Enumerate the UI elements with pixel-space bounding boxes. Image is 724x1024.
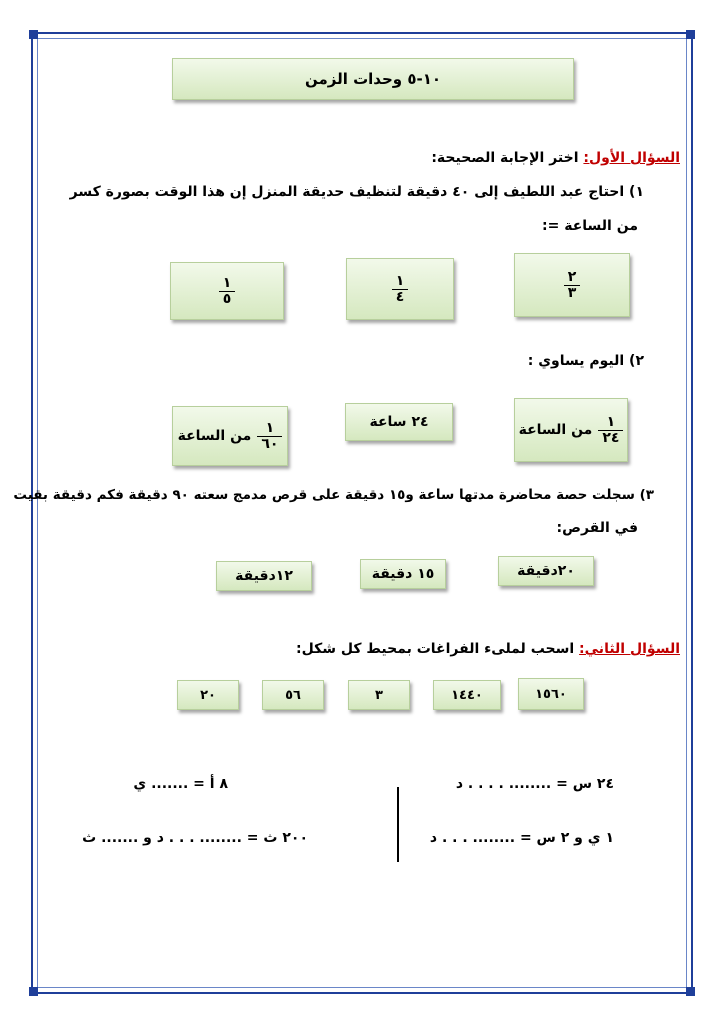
section1-instruction: اختر الإجابة الصحيحة: — [431, 150, 579, 166]
drag-chip-1[interactable]: ١٥٦٠ — [518, 678, 584, 710]
page-title: ١٠-٥ وحدات الزمن — [172, 58, 574, 100]
drag-chip-2[interactable]: ١٤٤٠ — [433, 680, 501, 710]
q2-option-3[interactable] — [172, 406, 288, 466]
q2-option-2[interactable]: ٢٤ ساعة — [345, 403, 453, 441]
denominator: ٥ — [219, 291, 236, 307]
fraction — [564, 270, 581, 300]
fraction — [598, 415, 623, 445]
denominator: ٦٠ — [257, 436, 282, 452]
column-divider — [397, 787, 399, 862]
section1-label: السؤال الأول: — [583, 150, 680, 166]
blank-left-1[interactable]: ٨ أ = ....... ي — [133, 776, 228, 792]
q3-text-line2: في القرص: — [556, 520, 638, 536]
fraction — [219, 276, 236, 306]
blank-left-2[interactable]: ٢٠٠ ث = ........ . . . د و ....... ث — [82, 830, 308, 846]
q1-option-3[interactable] — [170, 262, 284, 320]
numerator: ١ — [606, 413, 616, 430]
section2-label: السؤال الثاني: — [579, 641, 680, 657]
q3-option-3[interactable]: ١٢دقيقة — [216, 561, 312, 591]
q1-text-line2: من الساعة =: — [542, 218, 638, 234]
corner-ornament — [686, 987, 695, 996]
blank-right-1[interactable]: ٢٤ س = ........ . . . . د — [455, 776, 614, 792]
section1-heading — [431, 150, 680, 166]
corner-ornament — [686, 30, 695, 39]
denominator: ٢٤ — [598, 430, 623, 446]
blank-right-2[interactable]: ١ ي و ٢ س = ........ . . . د — [429, 830, 614, 846]
numerator: ١ — [395, 272, 405, 289]
denominator: ٣ — [564, 285, 581, 301]
section2-instruction: اسحب لملىء الفراغات بمحيط كل شكل: — [296, 641, 575, 657]
denominator: ٤ — [392, 289, 409, 305]
numerator: ٢ — [567, 268, 577, 285]
numerator: ١ — [265, 419, 275, 436]
numerator: ١ — [222, 274, 232, 291]
option-suffix: من الساعة — [518, 422, 593, 438]
fraction — [392, 274, 409, 304]
option-suffix: من الساعة — [177, 428, 252, 444]
q2-text: ٢) اليوم يساوي : — [527, 353, 644, 369]
q2-option-1[interactable] — [514, 398, 628, 462]
corner-ornament — [29, 30, 38, 39]
q3-text-line1: ٣) سجلت حصة محاضرة مدتها ساعة و١٥ دقيقة على قرص مدمج سعته ٩٠ دقيقة فكم دقيقة بقيت — [13, 487, 654, 503]
q1-option-1[interactable] — [514, 253, 630, 317]
page-border — [31, 32, 693, 994]
drag-chip-3[interactable]: ٣ — [348, 680, 410, 710]
q1-text-line1: ١) احتاج عبد اللطيف إلى ٤٠ دقيقة لتنظيف حديقة المنزل إن هذا الوقت بصورة كسر — [69, 184, 644, 200]
q1-option-2[interactable] — [346, 258, 454, 320]
section2-heading — [296, 641, 680, 657]
drag-chip-5[interactable]: ٢٠ — [177, 680, 239, 710]
drag-chip-4[interactable]: ٥٦ — [262, 680, 324, 710]
q3-option-1[interactable]: ٢٠دقيقة — [498, 556, 594, 586]
q3-option-2[interactable]: ١٥ دقيقة — [360, 559, 446, 589]
corner-ornament — [29, 987, 38, 996]
fraction — [257, 421, 282, 451]
